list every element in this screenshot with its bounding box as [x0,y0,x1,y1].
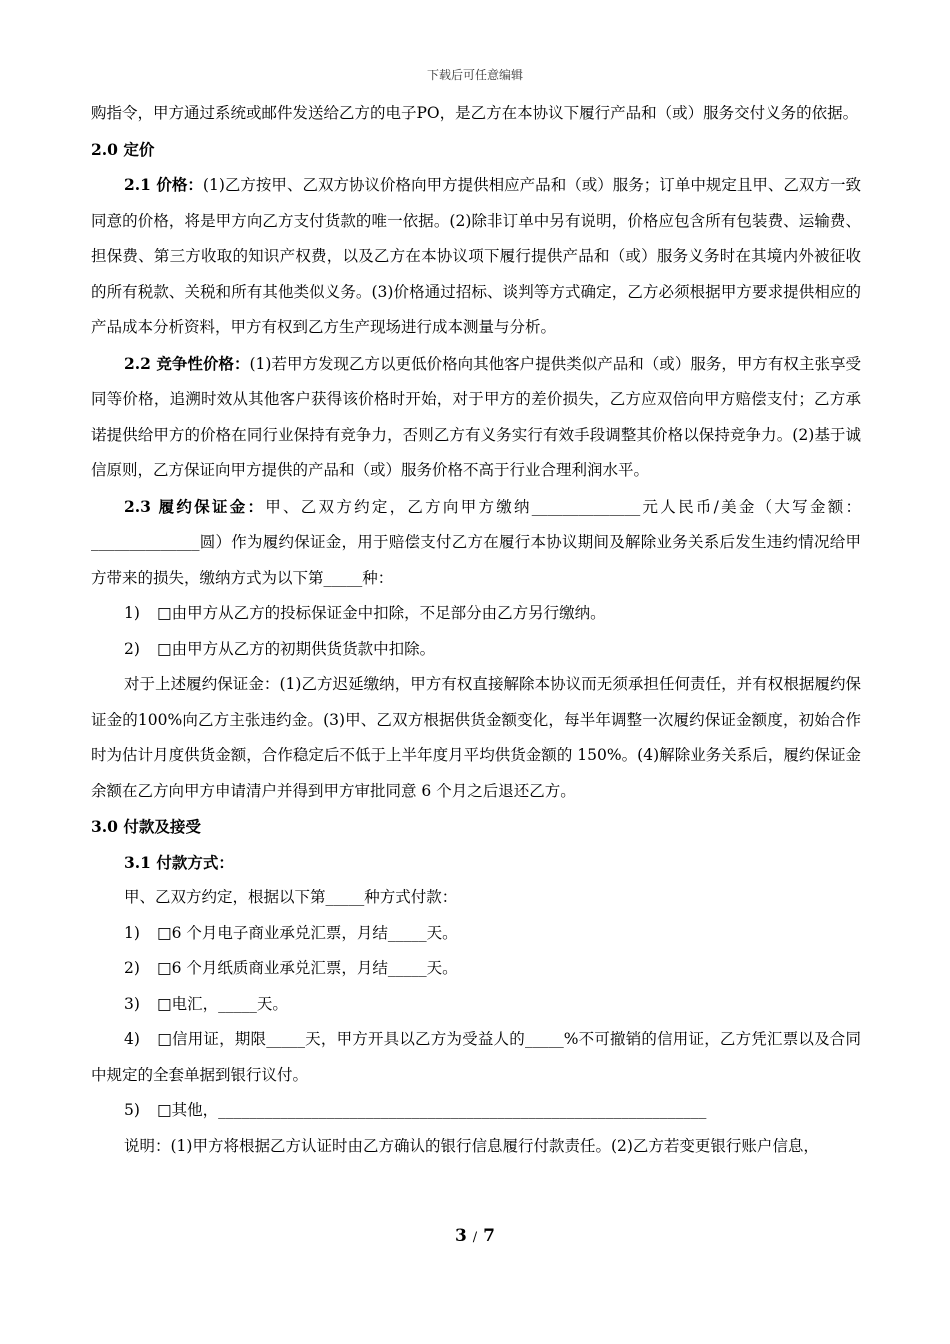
document-body [91,96,861,1164]
clause-2-3-label: 2.3 履约保证金： [124,496,266,516]
paragraph-po: 购指令，甲方通过系统或邮件发送给乙方的电子PO，是乙方在本协议下履行产品和（或）服务交付义务的依据。 [91,104,859,122]
clause-2-2 [91,346,861,489]
clause-2-3-text: 甲、乙双方约定，乙方向甲方缴纳______________元人民币/美金（大写金额：______________圆）作为履约保证金，用于赔偿支付乙方在履行本协议期间及解除业务关系后发生违约情况给甲方带来的损失，缴纳方式为以下第_____种： [91,497,861,587]
clause-2-1-label: 2.1 价格： [124,175,203,194]
list-text: □6 个月电子商业承兑汇票，月结_____天。 [157,923,458,942]
clause-2-1 [91,167,861,346]
deposit-option-1 [91,596,861,632]
list-number: 1) [124,923,140,942]
list-text: □其他，_______________________________________________________________ [157,1101,707,1119]
list-text: □由甲方从乙方的投标保证金中扣除，不足部分由乙方另行缴纳。 [157,604,606,622]
clause-2-3 [91,489,861,597]
clause-3-1-label: 3.1 付款方式： [124,852,234,872]
current-page: 3 [455,1226,467,1246]
page-header: 下载后可任意编辑 [426,68,523,82]
list-number: 5) [124,1101,140,1119]
clause-3-1-intro: 甲、乙双方约定，根据以下第_____种方式付款： [124,888,458,906]
list-text: □由甲方从乙方的初期供货货款中扣除。 [157,639,436,658]
paragraph-deposit: 对于上述履约保证金：(1)乙方迟延缴纳，甲方有权直接解除本协议而无须承担任何责任，并有权根据履约保证金的100%向乙方主张违约金。(3)甲、乙双方根据供货金额变化，每半年调整一次履约保证金额度，初始合作时为估计月度供货金额，合作稳定后不低于上半年度月平均供货金额的 150%。(4)解除业务关系后，履约保证金余额在乙方向甲方申请清户并得到甲方审批同意 6 个月之后退还乙方。 [91,675,861,800]
section-heading-payment: 3.0 付款及接受 [91,817,201,836]
list-number: 2) [124,639,140,658]
list-number: 4) [124,1030,140,1048]
page-number [0,1226,950,1246]
section-heading-pricing: 2.0 定价 [91,139,155,159]
payment-option-3 [91,987,861,1023]
payment-option-2 [91,951,861,987]
deposit-option-2 [91,632,861,668]
list-text: □信用证，期限_____天，甲方开具以乙方为受益人的_____%不可撤销的信用证，乙方凭汇票以及合同中规定的全套单据到银行议付。 [91,1030,861,1084]
list-number: 3) [124,994,140,1013]
total-pages: 7 [483,1226,495,1246]
clause-2-2-label: 2.2 竞争性价格： [124,353,250,373]
list-number: 2) [124,959,140,977]
payment-note: 说明：(1)甲方将根据乙方认证时由乙方确认的银行信息履行付款责任。(2)乙方若变更银行账户信息， [124,1136,819,1155]
payment-option-5 [91,1093,861,1129]
list-number: 1) [124,604,140,622]
list-text: □6 个月纸质商业承兑汇票，月结_____天。 [157,959,458,977]
payment-option-4 [91,1022,861,1093]
clause-2-1-text: (1)乙方按甲、乙双方协议价格向甲方提供相应产品和（或）服务；订单中规定且甲、乙双方一致同意的价格，将是甲方向乙方支付货款的唯一依据。(2)除非订单中另有说明，价格应包含所有包装费、运输费、担保费、第三方收取的知识产权费，以及乙方在本协议项下履行提供产品和（或）服务义务时在其境内外被征收的所有税款、关税和所有其他类似义务。(3)价格通过招标、谈判等方式确定，乙方必须根据甲方要求提供相应的产品成本分析资料，甲方有权到乙方生产现场进行成本测量与分析。 [91,176,861,336]
payment-option-1 [91,916,861,952]
page-separator: / [472,1230,478,1245]
list-text: □电汇，_____天。 [157,994,288,1013]
clause-2-2-text: (1)若甲方发现乙方以更低价格向其他客户提供类似产品和（或）服务，甲方有权主张享受同等价格，追溯时效从其他客户获得该价格时开始，对于甲方的差价损失，乙方应双倍向甲方赔偿支付；乙方承诺提供给甲方的价格在同行业保持有竞争力，否则乙方有义务实行有效手段调整其价格以保持竞争力。(2)基于诚信原则，乙方保证向甲方提供的产品和（或）服务价格不高于行业合理利润水平。 [91,354,861,479]
